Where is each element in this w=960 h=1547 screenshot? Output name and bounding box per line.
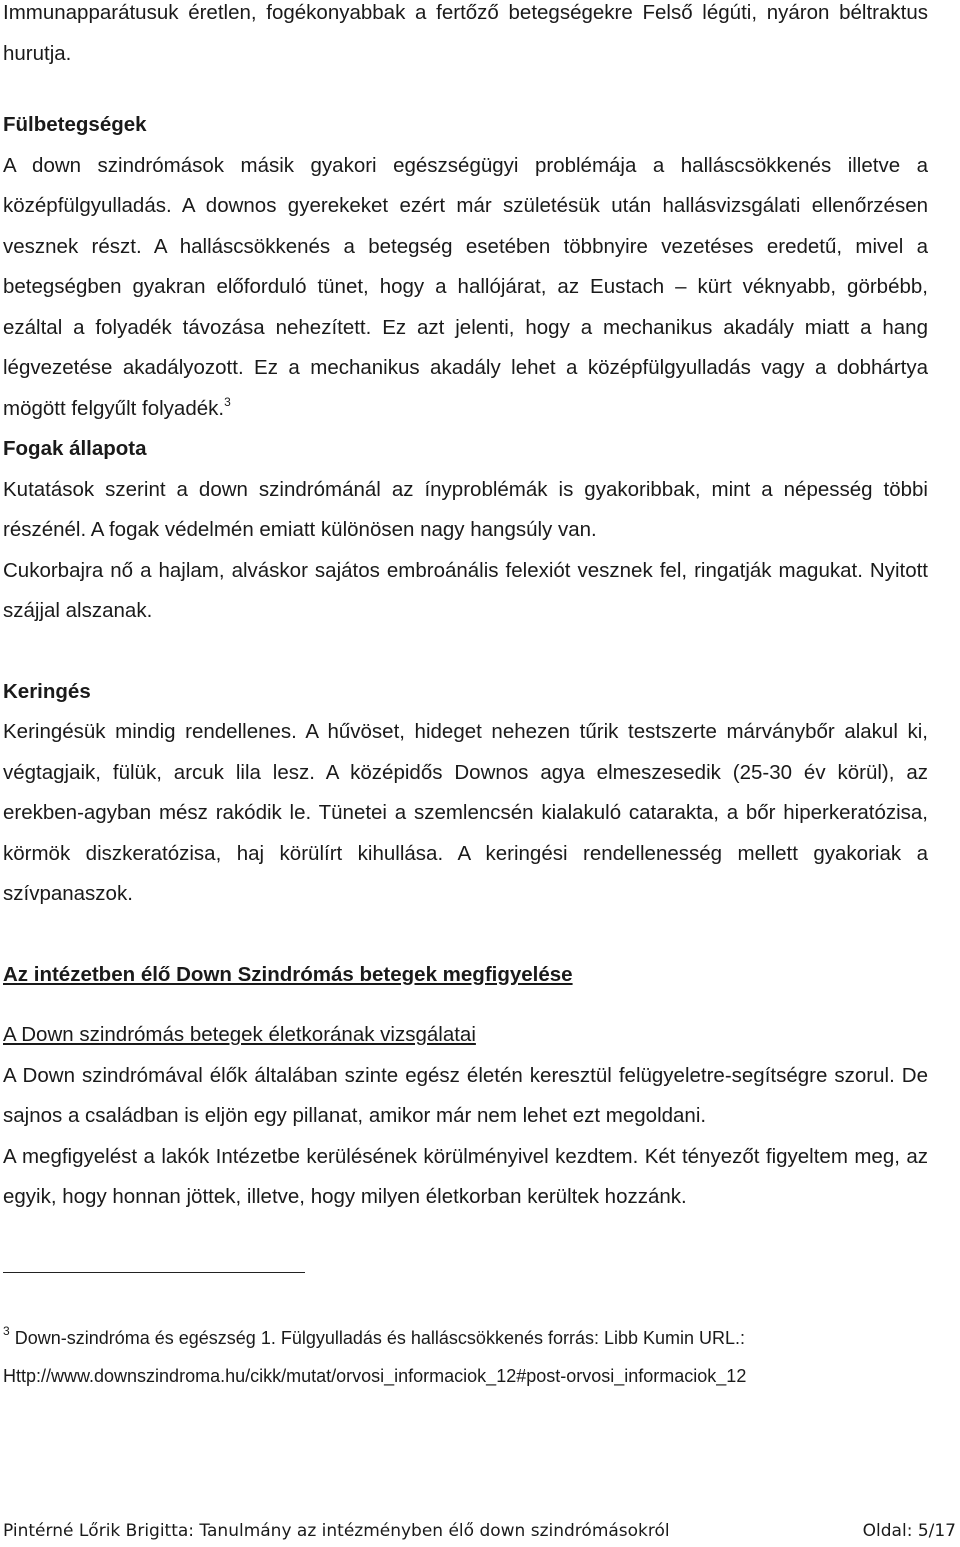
footnote-text: Down-szindróma és egészség 1. Fülgyulladás és halláscsökkenés forrás: Libb Kumin URL.:	[14, 1328, 746, 1348]
section-heading: Az intézetben élő Down Szindrómás betegek megfigyelése	[3, 962, 573, 986]
footnote-line-2	[3, 1364, 746, 1388]
footnote-url[interactable]: Http://www.downszindroma.hu/cikk/mutat/orvosi_informaciok_12#post-orvosi_informaciok_12	[3, 1366, 747, 1386]
page-footer	[3, 1521, 956, 1541]
paragraph-fulbetegsegek	[3, 146, 928, 430]
footnote-marker: 3	[3, 1324, 10, 1338]
document-page	[3, 0, 928, 1218]
footer-author-title: Pintérné Lőrik Brigitta: Tanulmány az intézményben élő down szindrómásokról	[3, 1521, 670, 1541]
paragraph-keringes: Keringésük mindig rendellenes. A hűvöset, hideget nehezen tűrik testszerte márványbőr alakul ki, végtagjaik, fülük, arcuk lila lesz. A középidős Downos agya elmeszesedik (25-30 év körül), az erekben-agyban mész rakódik le. Tünetei a szemlencsén kialakuló catarakta, a bőr hiperkeratózisa, körmök diszkeratózisa, haj körülírt kihullása. A keringési rendellenesség mellett gyakoriak a szívpanaszok.	[3, 720, 928, 905]
heading-fulbetegsegek: Fülbetegségek	[3, 113, 147, 136]
footnote-line-1	[3, 1326, 745, 1350]
section-paragraph-2: A megfigyelést a lakók Intézetbe kerülésének körülményivel kezdtem. Két tényezőt figyeltem meg, az egyik, hogy honnan jöttek, illetve, hogy milyen életkorban kerültek hozzánk.	[3, 1144, 928, 1208]
paragraph-fulbetegsegek-text: A down szindrómások másik gyakori egészségügyi problémája a halláscsökkenés illetve a középfülgyulladás. A downos gyerekeket ezért már születésük után hallásvizsgálati ellenőrzésen vesznek részt. A halláscsökkenés a betegség esetében többnyire vezetéses eredetű, mivel a betegségben gyakran előforduló tünet, hogy a hallójárat, az Eustach – kürt véknyabb, görbébb, ezáltal a folyadék távozása nehezített. Ez azt jelenti, hogy a mechanikus akadály miatt a hang légvezetése akadályozott. Ez a mechanikus akadály lehet a középfülgyulladás vagy a dobhártya mögött felgyűlt folyadék.	[3, 153, 928, 420]
section-paragraph-1: A Down szindrómával élők általában szinte egész életén keresztül felügyeletre-segítségre szorul. De sajnos a családban is eljön egy pillanat, amikor már nem lehet ezt megoldani.	[3, 1063, 928, 1127]
footnote-reference: 3	[224, 394, 231, 409]
footnote-separator	[3, 1272, 305, 1273]
paragraph-fogak-1: Kutatások szerint a down szindrómánál az ínyproblémák is gyakoribbak, mint a népesség többi részénél. A fogak védelmén emiatt különösen nagy hangsúly van.	[3, 477, 928, 541]
footer-page-number: Oldal: 5/17	[862, 1521, 956, 1541]
heading-keringes: Keringés	[3, 679, 91, 703]
paragraph-fogak-2: Cukorbajra nő a hajlam, alváskor sajátos embroánális felexiót vesznek fel, ringatják magukat. Nyitott szájjal alszanak.	[3, 558, 928, 622]
intro-paragraph: Immunapparátusuk éretlen, fogékonyabbak a fertőző betegségekre Felső légúti, nyáron béltraktus hurutja.	[3, 1, 928, 65]
section-subheading: A Down szindrómás betegek életkorának vizsgálatai	[3, 1023, 476, 1046]
heading-fogak: Fogak állapota	[3, 437, 147, 460]
